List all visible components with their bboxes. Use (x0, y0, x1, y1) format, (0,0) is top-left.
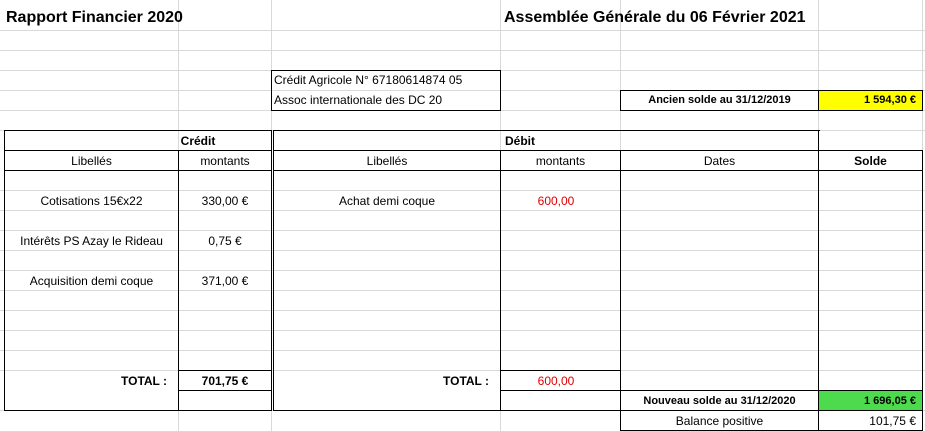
bank-association: Assoc internationale des DC 20 (274, 93, 443, 107)
credit-row-label: Cotisations 15€x22 (40, 194, 143, 208)
debit-total-label: TOTAL : (443, 374, 489, 388)
credit-heading: Crédit (180, 134, 216, 148)
debit-row-amount: 600,00 (537, 194, 575, 208)
credit-row-label: Acquisition demi coque (29, 274, 154, 288)
credit-row-amount: 371,00 € (201, 274, 249, 288)
credit-col-label: Libellés (71, 154, 112, 168)
credit-row-label: Intérêts PS Azay le Rideau (20, 234, 163, 248)
credit-row-amount: 0,75 € (208, 234, 242, 248)
bank-account: Crédit Agricole N° 67180614874 05 (274, 73, 463, 87)
opening-balance-value: 1 594,30 € (864, 94, 916, 106)
positive-balance-value: 101,75 € (869, 414, 916, 428)
debit-heading: Débit (505, 134, 535, 148)
credit-total-label: TOTAL : (121, 374, 167, 388)
credit-row-amount: 330,00 € (201, 194, 249, 208)
debit-col-dates: Dates (703, 154, 736, 168)
assembly-title: Assemblée Générale du 06 Février 2021 (504, 9, 806, 26)
report-title: Rapport Financier 2020 (6, 9, 183, 26)
debit-col-amount: montants (535, 154, 586, 168)
debit-col-label: Libellés (366, 154, 408, 168)
positive-balance-label: Balance positive (675, 414, 764, 428)
credit-total-value: 701,75 € (201, 374, 249, 388)
opening-balance-label: Ancien solde au 31/12/2019 (648, 94, 791, 106)
solde-heading: Solde (854, 154, 887, 168)
credit-col-amount: montants (200, 154, 250, 168)
new-balance-value: 1 696,05 € (864, 395, 916, 407)
new-balance-label: Nouveau solde au 31/12/2020 (643, 395, 796, 407)
debit-row-label: Achat demi coque (338, 194, 436, 208)
debit-total-value: 600,00 (537, 374, 575, 388)
